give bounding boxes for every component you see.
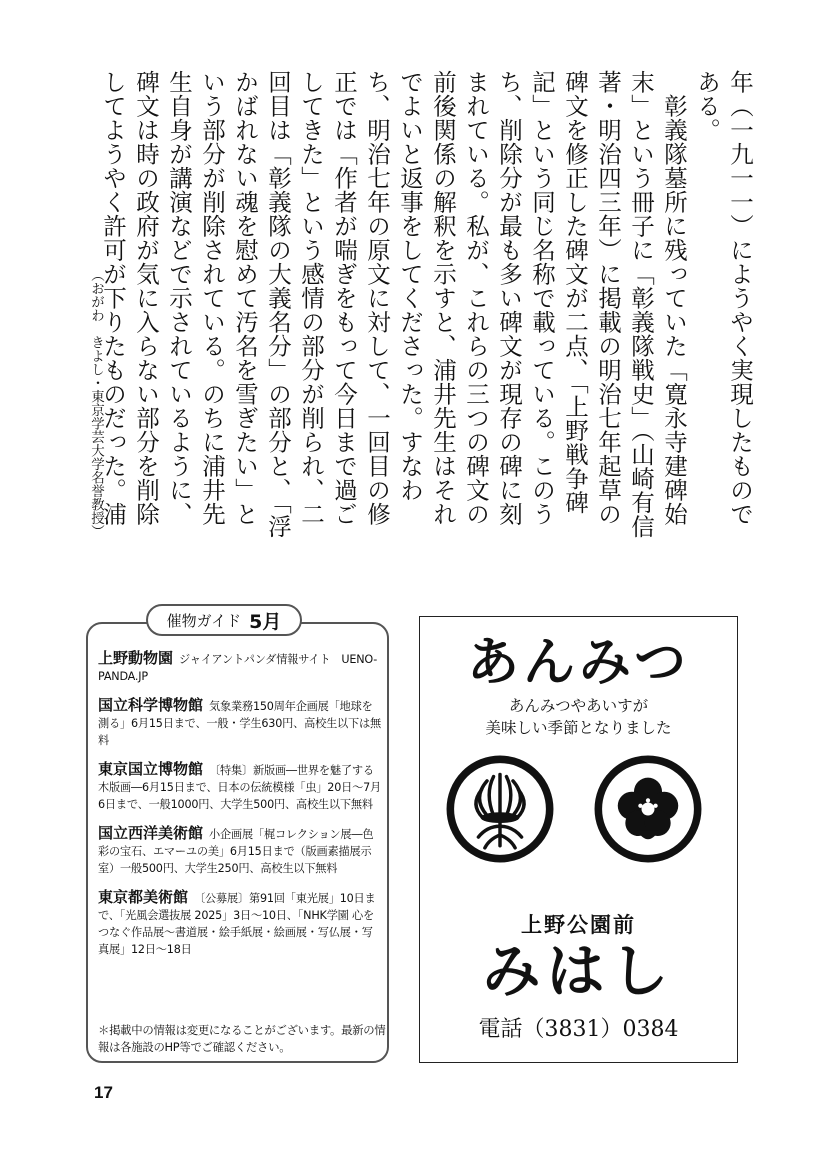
author-byline: （おがわ きよし・東京学芸大学名誉教授） (88, 268, 104, 538)
venue-name: 国立科学博物館 (98, 696, 204, 714)
article-body (96, 70, 756, 542)
chrysanthemum-crest-icon (446, 755, 554, 863)
venue-name: 上野動物園 (98, 649, 174, 667)
article-paragraph: 年（一九一一）にようやく実現したものである。 (693, 70, 754, 526)
guide-title: 催物ガイド (166, 611, 242, 630)
list-item (98, 889, 381, 958)
page-number: 17 (94, 1083, 113, 1102)
camellia-crest-icon (594, 755, 702, 863)
events-guide-header (146, 604, 302, 636)
ad-tagline-line: あんみつやあいすが (508, 697, 649, 715)
event-details: ジャイアントパンダ情報サイト UENO-PANDA.JP (98, 653, 378, 683)
events-guide-list (98, 650, 381, 970)
list-item (98, 697, 381, 749)
events-guide-box (86, 622, 389, 1063)
venue-name: 東京都美術館 (98, 888, 189, 906)
guide-disclaimer: ＊掲載中の情報は変更になることがございます。最新の情報は各施設のHP等でご確認ください。 (98, 1023, 386, 1054)
guide-month: 5月 (249, 610, 282, 633)
list-item (98, 761, 381, 813)
event-details: 気象業務150周年企画展「地球を測る」6月15日まで、一般・学生630円、高校生以下は無料 (98, 700, 382, 747)
event-details: 〔特集〕新版画―世界を魅了する木版画―6月15日まで、日本の伝統模様「虫」20日〜7月6日まで、一般1000円、大学生500円、高校生以下無料 (98, 764, 382, 811)
ad-tagline (420, 695, 737, 739)
mihashi-advertisement (419, 616, 738, 1063)
ad-tagline-line: 美味しい季節となりました (485, 719, 672, 737)
ad-shop-name: みはし (482, 937, 675, 1005)
article-paragraph: 彰義隊墓所に残っていた「寛永寺建碑始末」という冊子に「彰義隊戦史」（山崎有信著・明治四三年）に掲載の明治七年起草の碑文を修正した碑文が二点、「上野戦争碑記」という同じ名称で載っている。このうち、削除分が最も多い碑文が現存の碑に刻まれている。私が、これらの三つの碑文の前後関係の解釈を示すと、浦井先生はそれでよいと返事をしてくださった。すなわち、明治七年の原文に対して、一回目の修正では「作者が喘ぎをもって今日まで過ごしてきた」という感情の部分が削られ、二回目は「彰義隊の大義名分」の部分と、「浮かばれない魂を慰めて汚名を雪ぎたい」という部分が削除されている。のちに浦井先生自身が講演などで示されているように、碑文は時の政府が気に入らない部分を削除してようやく許可が下りたものだった。浦 (99, 70, 688, 539)
venue-name: 東京国立博物館 (98, 760, 204, 778)
list-item (98, 650, 381, 685)
list-item (98, 825, 381, 877)
event-details: 〔公募展〕第91回「東光展」10日まで、「光風会選抜展 2025」3日〜10日、「NHK学園 心をつなぐ作品展〜書道展・絵手紙展・絵画展・写仏展・写真展」12日〜18日 (98, 892, 376, 956)
ad-phone-number: 電話（3831）0384 (478, 1017, 679, 1042)
event-details: 小企画展「梶コレクション展―色彩の宝石、エマーユの美」6月15日まで（版画素描展示室）一般500円、大学生250円、高校生以下無料 (98, 828, 374, 875)
ad-title: あんみつ (467, 633, 690, 693)
venue-name: 国立西洋美術館 (98, 824, 204, 842)
ad-location: 上野公園前 (521, 913, 636, 937)
